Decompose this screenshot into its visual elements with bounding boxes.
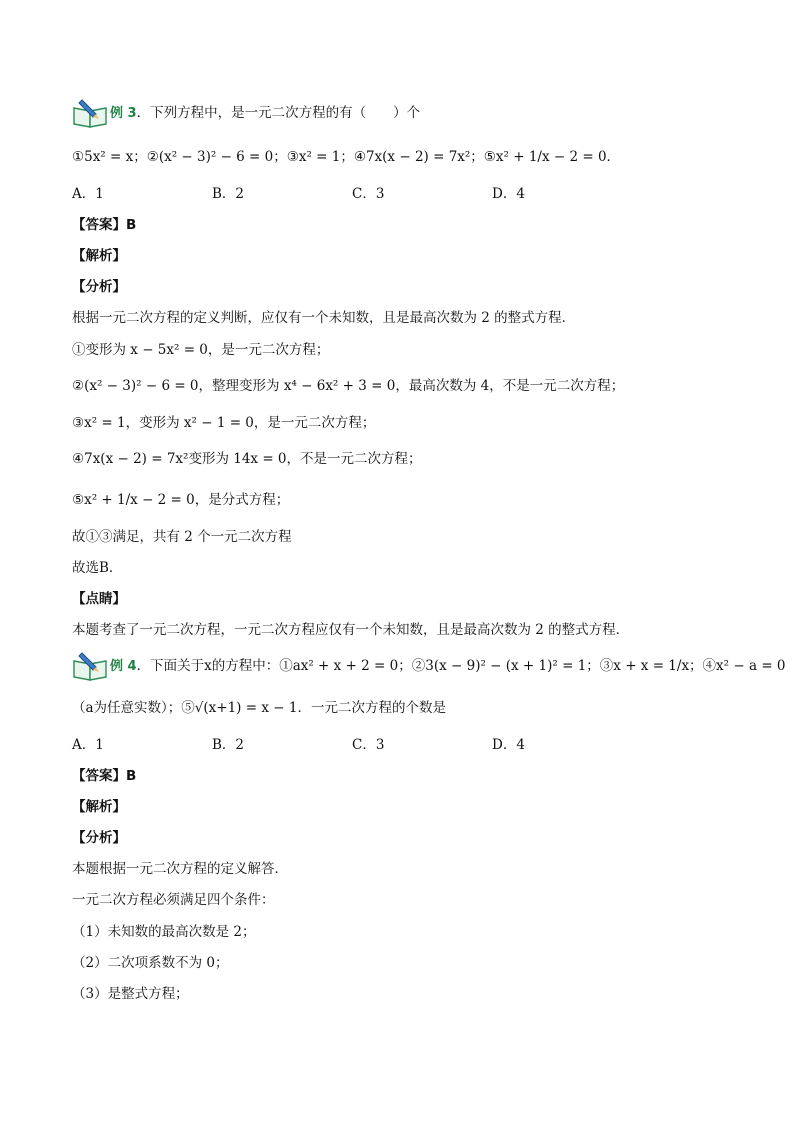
example4-fenxi-tag: 【分析】: [72, 830, 126, 846]
example4-question-line2: （a为任意实数）；⑤√(x+1) = x − 1．一元二次方程的个数是: [72, 700, 446, 716]
example3-fenxi-text: 根据一元二次方程的定义判断，应仅有一个未知数，且是最高次数为 2 的整式方程．: [72, 310, 576, 326]
example3-step-1: ①变形为 x − 5x² = 0，是一元二次方程；: [72, 342, 330, 358]
example3-question: [110, 103, 420, 124]
book-pencil-icon: [72, 651, 110, 681]
example3-options: [72, 184, 632, 204]
option-a: A．1: [72, 737, 104, 753]
option-d: D．4: [492, 737, 525, 753]
example4-analysis-tag: 【解析】: [72, 799, 126, 815]
example3-answer: 【答案】B: [72, 217, 137, 233]
example3-step-3: ③x² = 1，变形为 x² − 1 = 0，是一元二次方程；: [72, 415, 376, 431]
example4-fenxi-text: 本题根据一元二次方程的定义解答．: [72, 861, 288, 877]
example3-step-5: ⑤x² + 1/x − 2 = 0，是分式方程；: [72, 492, 290, 508]
example3-label: 例 3: [110, 106, 137, 121]
option-b: B．2: [212, 186, 245, 202]
option-c: C．3: [352, 186, 385, 202]
example4-answer: 【答案】B: [72, 768, 137, 784]
example4-condition-1: （1）未知数的最高次数是 2；: [72, 924, 256, 940]
example3-question-text: ．下列方程中，是一元二次方程的有（ ）个: [136, 105, 421, 121]
example4-options: [72, 735, 632, 755]
example3-analysis-tag: 【解析】: [72, 248, 126, 264]
example3-fenxi-tag: 【分析】: [72, 279, 126, 295]
example4-condition-3: （3）是整式方程；: [72, 986, 189, 1002]
example4-condition-2: （2）二次项系数不为 0；: [72, 955, 229, 971]
option-d: D．4: [492, 186, 525, 202]
example4-question: [110, 656, 786, 677]
example3-step-7: 故选B．: [72, 560, 123, 576]
example3-step-6: 故①③满足，共有 2 个一元二次方程: [72, 529, 292, 545]
example3-dianjing-text: 本题考查了一元二次方程，一元二次方程应仅有一个未知数，且是最高次数为 2 的整式方程．: [72, 622, 630, 638]
option-b: B．2: [212, 737, 245, 753]
option-a: A．1: [72, 186, 104, 202]
example3-step-4: ④7x(x − 2) = 7x²变形为 14x = 0，不是一元二次方程；: [72, 451, 422, 467]
example3-step-2: ②(x² − 3)² − 6 = 0，整理变形为 x⁴ − 6x² + 3 = 0，最高次数为 4，不是一元二次方程；: [72, 378, 625, 394]
example4-question-line1: ．下面关于x的方程中：①ax² + x + 2 = 0；②3(x − 9)² − (x + 1)² = 1；③x + x = 1/x；④x² − a = 0: [136, 658, 786, 674]
book-pencil-icon: [72, 98, 110, 128]
example3-dianjing-tag: 【点睛】: [72, 591, 126, 607]
option-c: C．3: [352, 737, 385, 753]
example3-equations: ①5x² = x；②(x² − 3)² − 6 = 0；③x² = 1；④7x(x − 2) = 7x²；⑤x² + 1/x − 2 = 0．: [72, 149, 621, 165]
example4-conditions-intro: 一元二次方程必须满足四个条件：: [72, 892, 275, 908]
example4-label: 例 4: [110, 659, 137, 674]
